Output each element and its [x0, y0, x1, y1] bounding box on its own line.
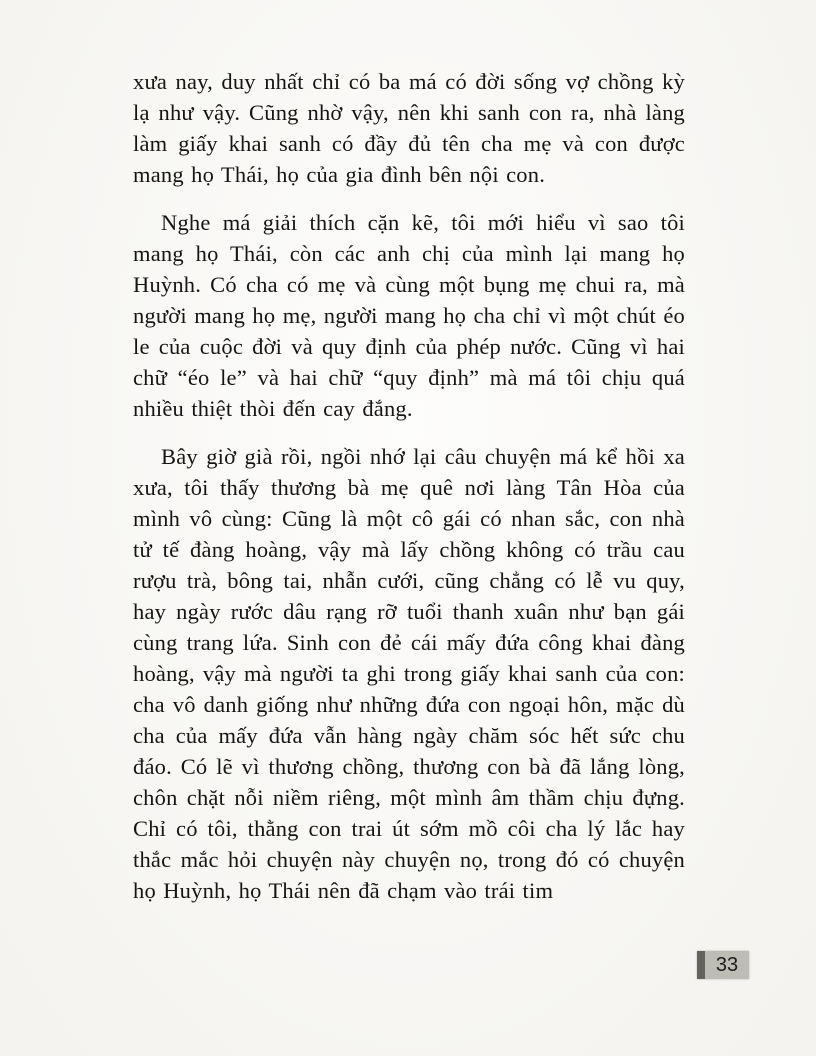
paragraph: Bây giờ già rồi, ngồi nhớ lại câu chuyện má kể hồi xa xưa, tôi thấy thương bà mẹ quê nơi làng Tân Hòa của mình vô cùng: Cũng là một cô gái có nhan sắc, con nhà tử tế đàng hoàng, vậy mà lấy chồng không có trầu cau rượu trà, bông tai, nhẫn cưới, cũng chẳng có lễ vu quy, hay ngày rước dâu rạng rỡ tuổi thanh xuân như bạn gái cùng trang lứa. Sinh con đẻ cái mấy đứa công khai đàng hoàng, vậy mà người ta ghi trong giấy khai sanh của con: cha vô danh giống như những đứa con ngoại hôn, mặc dù cha của mấy đứa vẫn hàng ngày chăm sóc hết sức chu đáo. Có lẽ vì thương chồng, thương con bà đã lắng lòng, chôn chặt nỗi niềm riêng, một mình âm thầm chịu đựng. Chỉ có tôi, thằng con trai út sớm mồ côi cha lý lắc hay thắc mắc hỏi chuyện này chuyện nọ, trong đó có chuyện họ Huỳnh, họ Thái nên đã chạm vào trái tim	[133, 444, 685, 903]
page-number-badge	[697, 951, 749, 979]
paragraph: xưa nay, duy nhất chỉ có ba má có đời sống vợ chồng kỳ lạ như vậy. Cũng nhờ vậy, nên khi sanh con ra, nhà làng làm giấy khai sanh có đầy đủ tên cha mẹ và con được mang họ Thái, họ của gia đình bên nội con.	[133, 69, 685, 187]
page-number: 33	[715, 953, 739, 976]
paragraph: Nghe má giải thích cặn kẽ, tôi mới hiểu vì sao tôi mang họ Thái, còn các anh chị của mình lại mang họ Huỳnh. Có cha có mẹ và cùng một bụng mẹ chui ra, mà người mang họ mẹ, người mang họ cha chỉ vì một chút éo le của cuộc đời và quy định của phép nước. Cũng vì hai chữ “éo le” và hai chữ “quy định” mà má tôi chịu quá nhiều thiệt thòi đến cay đắng.	[133, 210, 685, 421]
page-text-block	[133, 66, 685, 906]
